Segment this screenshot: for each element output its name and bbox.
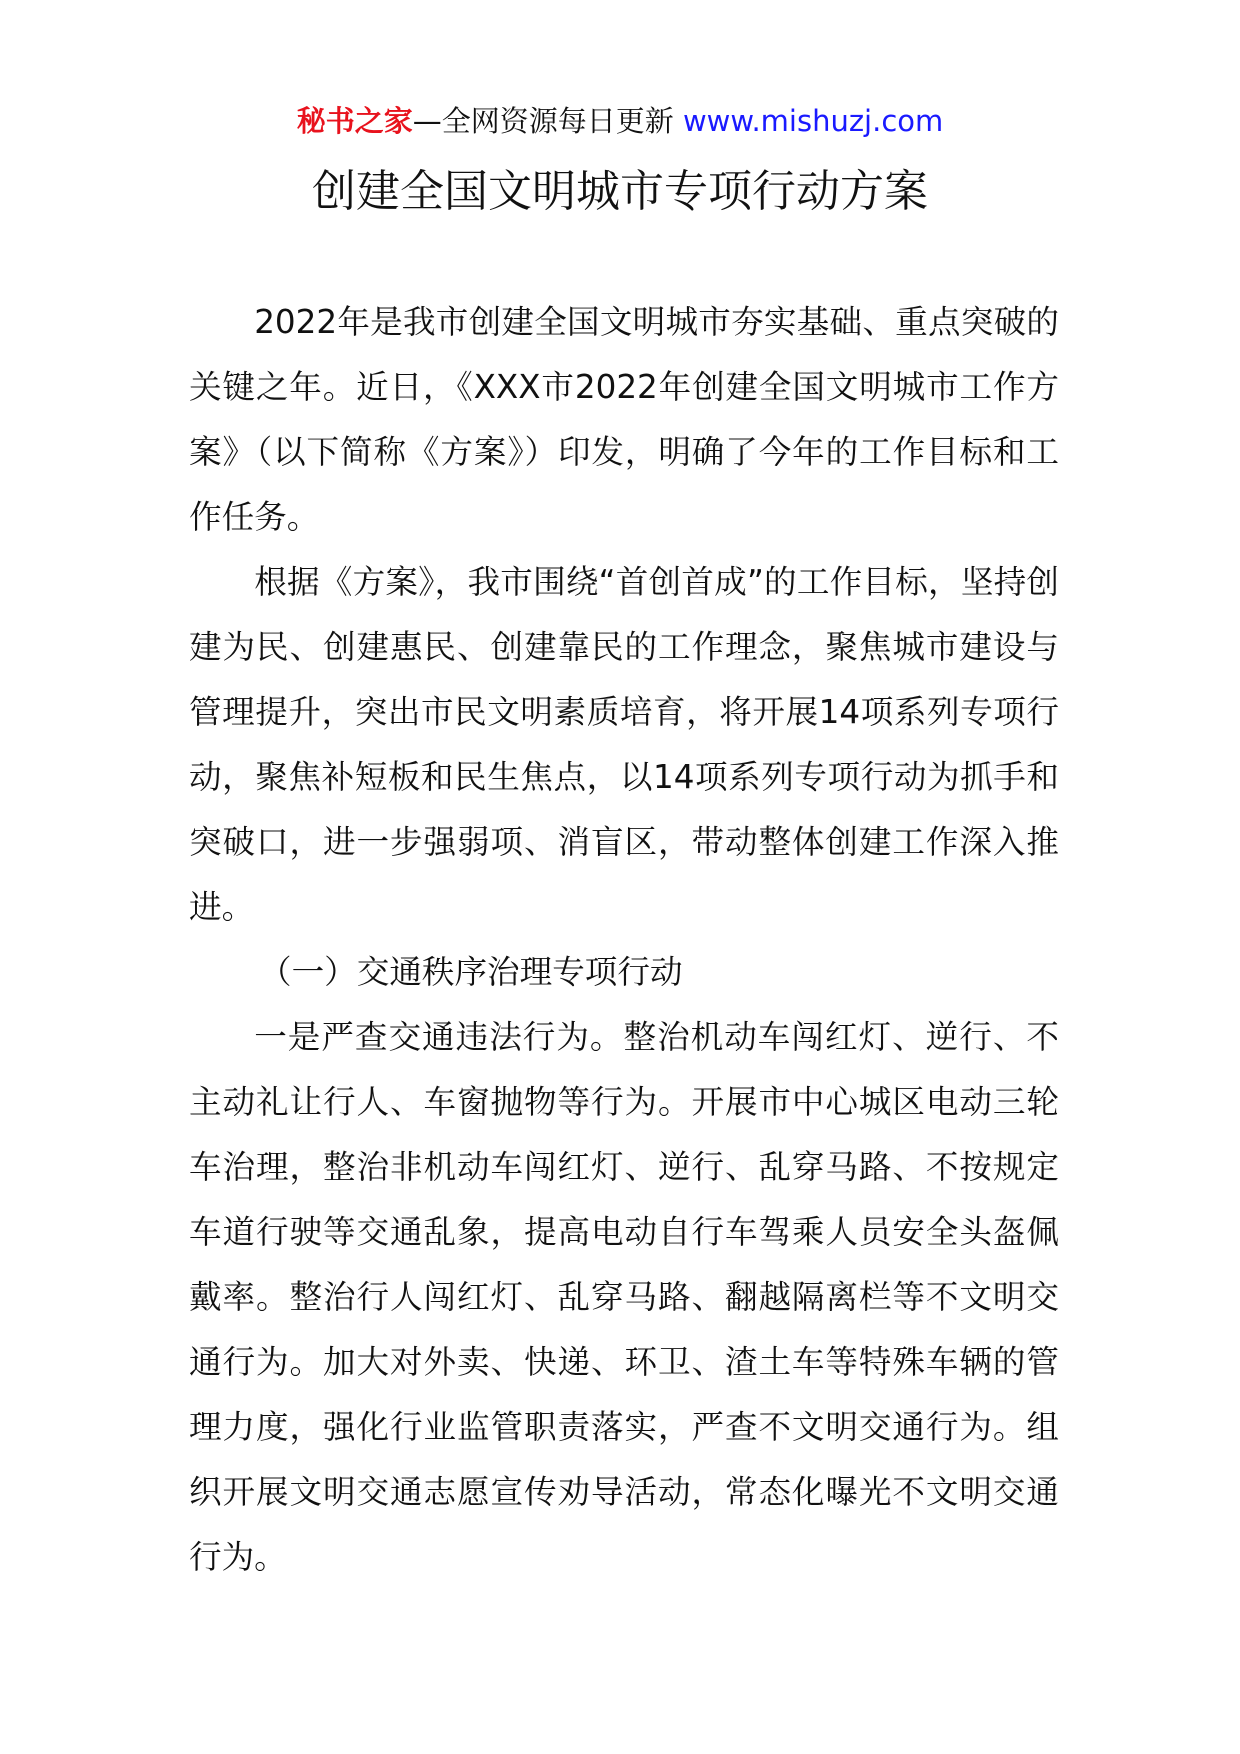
document-body: [189, 290, 1059, 1590]
paragraph-intro: 2022年是我市创建全国文明城市夯实基础、重点突破的关键之年。近日，《XXX市2022年创建全国文明城市工作方案》（以下简称《方案》）印发，明确了今年的工作目标和工作任务。: [189, 303, 1059, 536]
brand-name: 秘书之家: [296, 104, 413, 138]
site-url-link[interactable]: www.mishuzj.com: [682, 104, 944, 138]
document-title: 创建全国文明城市专项行动方案: [312, 166, 928, 217]
paragraph-traffic-actions: 一是严查交通违法行为。整治机动车闯红灯、逆行、不主动礼让行人、车窗抛物等行为。开展市中心城区电动三轮车治理，整治非机动车闯红灯、逆行、乱穿马路、不按规定车道行驶等交通乱象，提高电动自行车驾乘人员安全头盔佩戴率。整治行人闯红灯、乱穿马路、翻越隔离栏等不文明交通行为。加大对外卖、快递、环卫、渣土车等特殊车辆的管理力度，强化行业监管职责落实，严查不文明交通行为。组织开展文明交通志愿宣传劝导活动，常态化曝光不文明交通行为。: [189, 1018, 1059, 1576]
header-tagline: —全网资源每日更新: [412, 104, 674, 138]
paragraph-plan-overview: 根据《方案》，我市围绕“首创首成”的工作目标，坚持创建为民、创建惠民、创建靠民的工作理念，聚焦城市建设与管理提升，突出市民文明素质培育，将开展14项系列专项行动，聚焦补短板和民生焦点，以14项系列专项行动为抓手和突破口，进一步强弱项、消盲区，带动整体创建工作深入推进。: [189, 563, 1059, 926]
section-heading: （一）交通秩序治理专项行动: [259, 953, 683, 991]
site-header: [0, 101, 1240, 141]
